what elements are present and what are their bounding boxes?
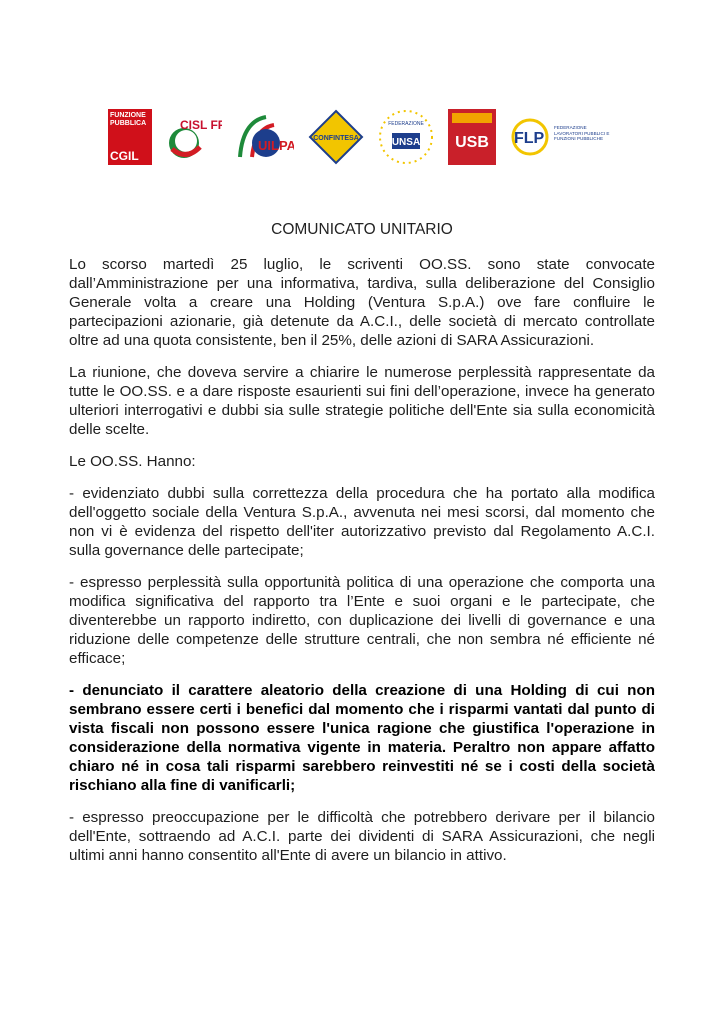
document-title: COMUNICATO UNITARIO bbox=[271, 221, 453, 238]
unsa-logo-text: UNSA bbox=[391, 137, 421, 148]
unsa-logo bbox=[378, 109, 434, 165]
uilpa-logo bbox=[236, 109, 294, 165]
flp-logo bbox=[510, 109, 614, 165]
paragraph-intro: Lo scorso martedì 25 luglio, le scriventi OO.SS. sono state convocate dall’Amministrazione per una informativa, tardiva, sulla deliberazione del Consiglio Generale volta a creare una Holding (Ventura S.p.A.) ove fare confluire le partecipazioni azionarie, già detenute da A.C.I., delle società di mercato controllate oltre ad una quota consistente, ben il 25%, delle azioni di SARA Assicurazioni. bbox=[69, 256, 655, 349]
cgil-logo-bottom: CGIL bbox=[110, 149, 139, 163]
cgil-logo bbox=[108, 109, 152, 165]
flp-logo-text: FLP bbox=[514, 130, 545, 147]
paragraph-procedure: - evidenziato dubbi sulla correttezza della procedura che ha portato alla modifica dell'oggetto sociale della Ventura S.p.A., avvenuta nei mesi scorsi, dal momento che non vi è evidenza del rispetto dell'iter autorizzativo previsto dal Regolamento A.C.I. sulla governance delle partecipate; bbox=[69, 485, 655, 559]
usb-logo bbox=[448, 109, 496, 165]
usb-logo-text: USB bbox=[455, 134, 489, 151]
confintesa-logo-text: CONFINTESA bbox=[313, 135, 359, 142]
cisl-logo-text: CISL FP bbox=[180, 118, 222, 132]
cgil-logo-top: FUNZIONE PUBBLICA bbox=[110, 112, 147, 127]
unsa-logo-top: FEDERAZIONE bbox=[388, 121, 424, 127]
confintesa-logo bbox=[308, 109, 364, 165]
paragraph-meeting: La riunione, che doveva servire a chiarire le numerose perplessità rappresentate da tutte le OO.SS. e a dare risposte esaurienti sui fini dell’operazione, invece ha generato ulteriori interrogativi e dubbi sia sulle strategie politiche dell'Ente sia sulla economicità delle scelte. bbox=[69, 364, 655, 438]
paragraph-governance: - espresso perplessità sulla opportunità politica di una operazione che comporta una modifica significativa del rapporto tra l’Ente e suoi organi e le partecipate, che diventerebbe un rapporto indiretto, con duplicazione dei livelli di governance e una riduzione delle competenze delle strutture centrali, che non sembra né efficiente né efficace; bbox=[69, 574, 655, 667]
document-body bbox=[69, 220, 655, 878]
paragraph-oo-ss-heading: Le OO.SS. Hanno: bbox=[69, 453, 196, 470]
cisl-fp-logo bbox=[166, 109, 222, 165]
paragraph-balance: - espresso preoccupazione per le difficoltà che potrebbero derivare per il bilancio dell'Ente, sottraendo ad A.C.I. parte dei dividenti di SARA Assicurazioni, che negli ultimi anni hanno consentito all'Ente di avere un bilancio in attivo. bbox=[69, 809, 655, 864]
paragraph-holding: - denunciato il carattere aleatorio della creazione di una Holding di cui non sembrano essere certi i benefici dal momento che i risparmi vantati dal punto di vista fiscali non possono essere l'unica ragione che giustifica l'operazione in considerazione della normativa vigente in materia. Peraltro non appare affatto chiaro né in cosa tali risparmi sarebbero reinvestiti né se i costi della società rischiano alla fine di vanificarli; bbox=[69, 682, 655, 794]
flp-logo-subtitle: FEDERAZIONE LAVORATORI PUBBLICI E FUNZIONI PUBBLICHE bbox=[554, 125, 610, 141]
union-logos bbox=[108, 106, 618, 168]
uilpa-logo-text: UILPA bbox=[258, 138, 294, 153]
